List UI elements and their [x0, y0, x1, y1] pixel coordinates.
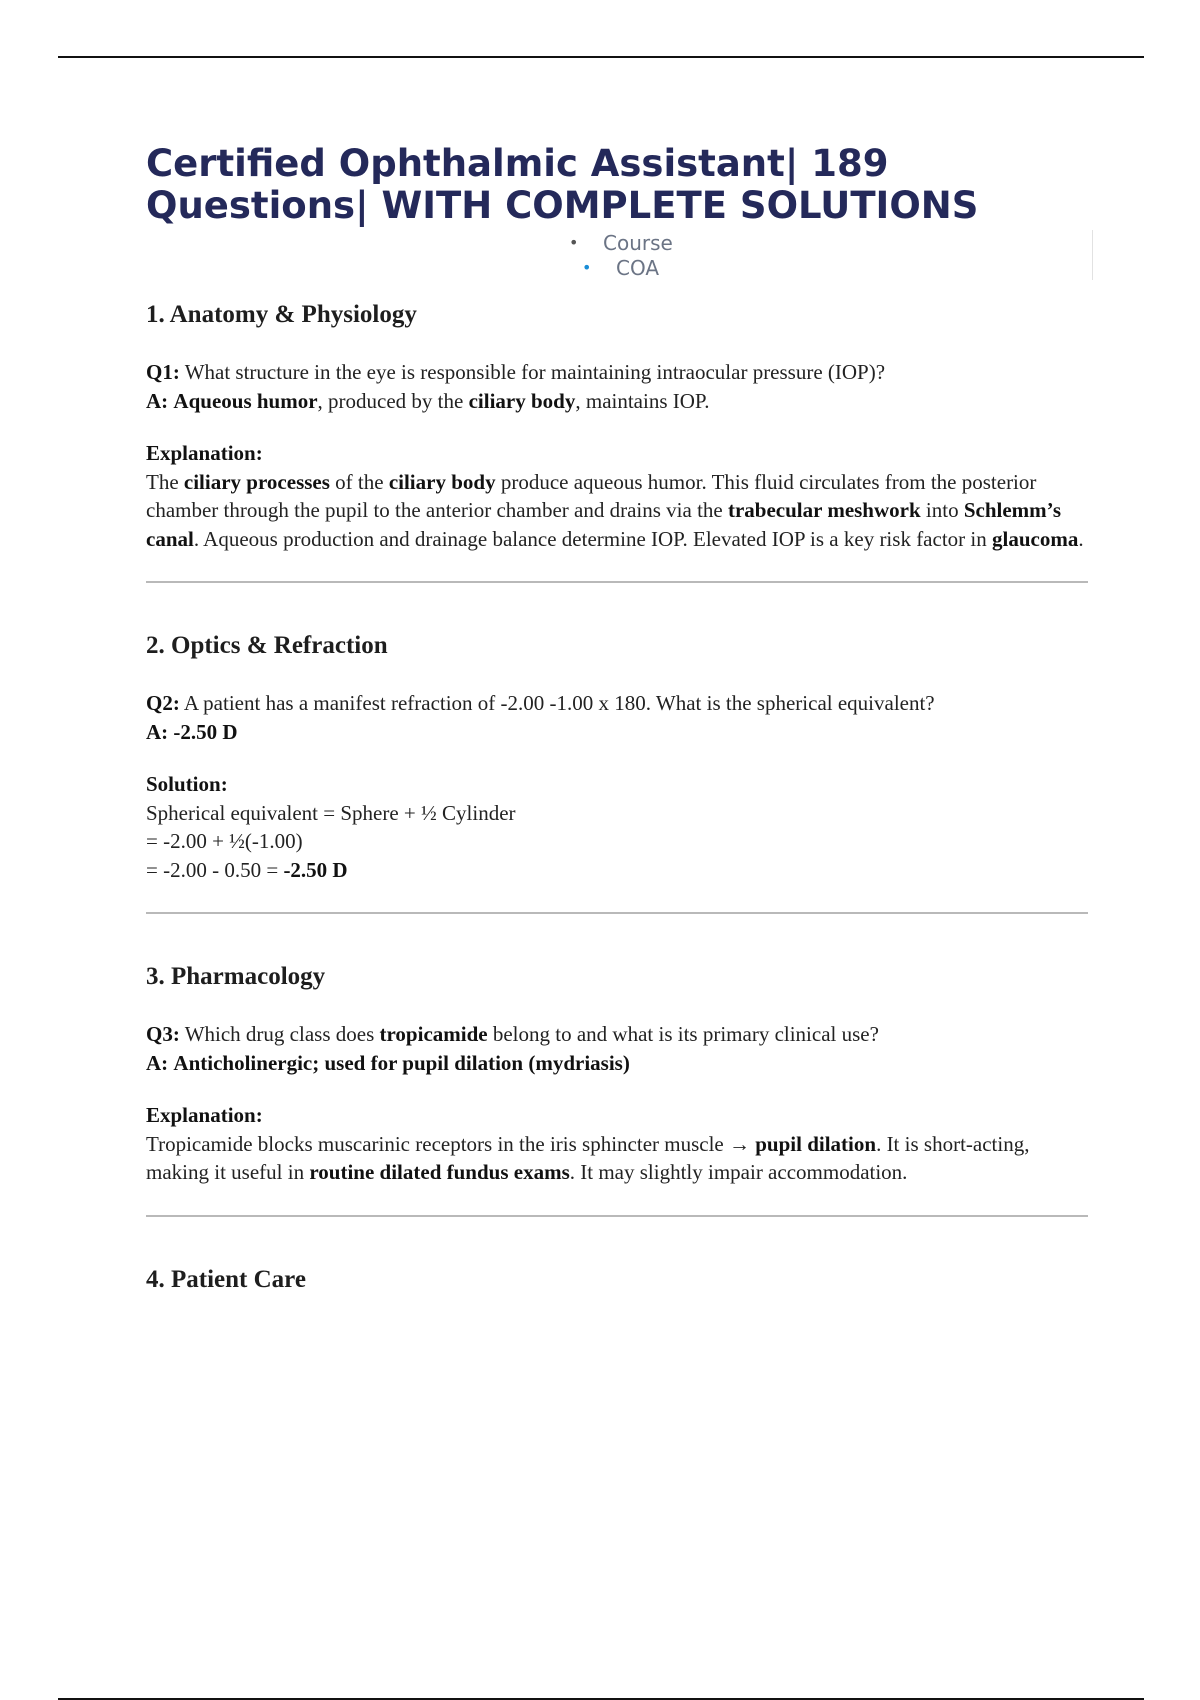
section-heading: 4. Patient Care [146, 1265, 306, 1293]
section-heading: 2. Optics & Refraction [146, 632, 388, 659]
question: Q2: A patient has a manifest refraction of -2.00 -1.00 x 180. What is the spherical equivalent? [146, 691, 935, 715]
document-meta [146, 230, 1093, 280]
solution-label: Solution: [146, 772, 228, 796]
solution-line: Spherical equivalent = Sphere + ½ Cylinder [146, 800, 516, 825]
section-divider [146, 1215, 1088, 1217]
page-top-rule [58, 56, 1144, 58]
section-divider [146, 912, 1088, 914]
solution-line: = -2.00 - 0.50 = -2.50 D [146, 857, 348, 882]
document-title: Certified Ophthalmic Assistant| 189 Questions| WITH COMPLETE SOLUTIONS [146, 142, 979, 227]
explanation-label: Explanation: [146, 1103, 263, 1127]
section-optics [146, 631, 1088, 914]
section-pharmacology [146, 962, 1088, 1217]
answer: A: Anticholinergic; used for pupil dilation (mydriasis) [146, 1050, 630, 1075]
section-heading: 1. Anatomy & Physiology [146, 301, 417, 328]
explanation-text: The ciliary processes of the ciliary body produce aqueous humor. This fluid circulates from the posterior chamber through the pupil to the anterior chamber and drains via the trabecular meshwork into Schlemm’s canal. Aqueous production and drainage balance determine IOP. Elevated IOP is a key risk factor in glaucoma. [146, 469, 1084, 551]
question: Q1: What structure in the eye is responsible for maintaining intraocular pressure (IOP)? [146, 360, 886, 384]
answer: A: -2.50 D [146, 719, 238, 744]
explanation-label: Explanation: [146, 441, 263, 465]
meta-course-label: • Course [569, 231, 673, 255]
document-body [146, 300, 1088, 1323]
answer: A: Aqueous humor, produced by the ciliary body, maintains IOP. [146, 388, 710, 413]
bullet-icon: • [569, 233, 579, 252]
solution-line: = -2.00 + ½(-1.00) [146, 829, 303, 853]
section-anatomy [146, 300, 1088, 583]
explanation-text: Tropicamide blocks muscarinic receptors in the iris sphincter muscle → pupil dilation. It is short-acting, making it useful in routine dilated fundus exams. It may slightly impair accommodation. [146, 1131, 1030, 1184]
section-patient-care [146, 1265, 1088, 1295]
question: Q3: Which drug class does tropicamide belong to and what is its primary clinical use? [146, 1022, 879, 1046]
meta-course-value[interactable]: • COA [582, 256, 660, 280]
section-divider [146, 581, 1088, 583]
section-heading: 3. Pharmacology [146, 963, 326, 990]
bullet-icon: • [582, 258, 592, 277]
